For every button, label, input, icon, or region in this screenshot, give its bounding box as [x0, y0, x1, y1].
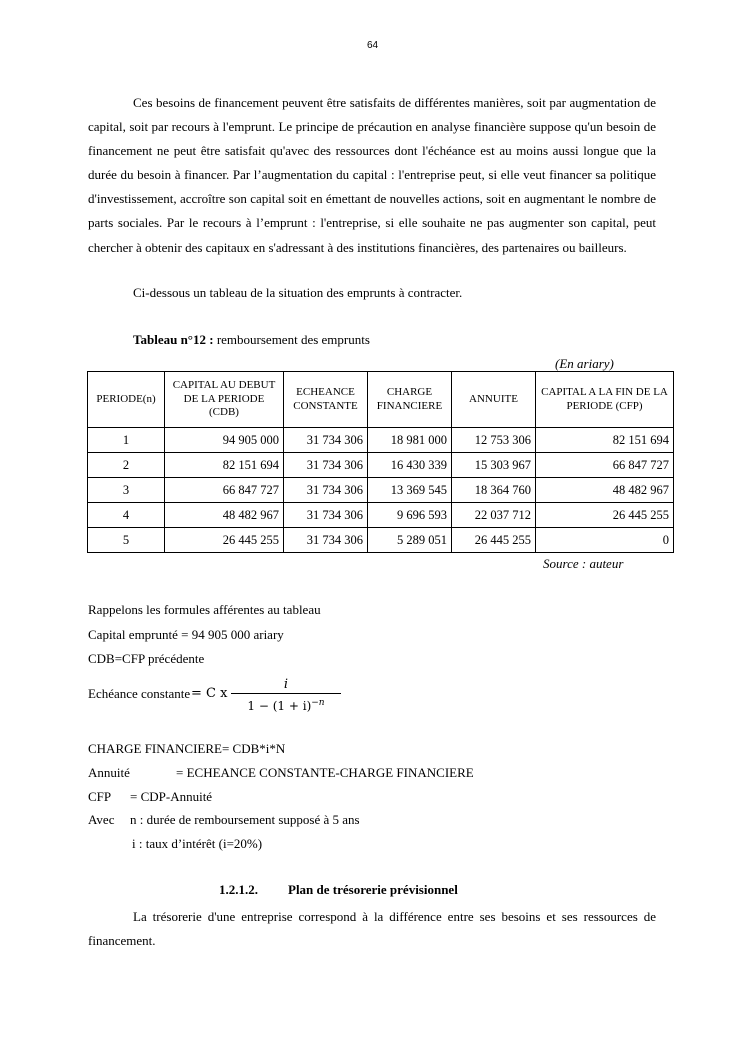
echeance-label: Echéance constante [88, 686, 191, 701]
section-heading [219, 882, 458, 898]
cell-periode: 4 [88, 503, 165, 528]
table-caption-label: Tableau n°12 : [133, 332, 214, 347]
table-caption [133, 332, 370, 348]
avec-label: Avec [88, 812, 115, 827]
table-row [88, 453, 674, 478]
table-row [88, 528, 674, 553]
cell-cdb: 66 847 727 [165, 478, 284, 503]
header-periode: PERIODE(n) [88, 372, 165, 428]
section-number: 1.2.1.2. [219, 882, 258, 897]
capital-formula: Capital emprunté = 94 905 000 ariary [88, 627, 284, 642]
cell-periode: 1 [88, 428, 165, 453]
cell-echeance: 31 734 306 [284, 453, 368, 478]
i-definition: i : taux d’intérêt (i=20%) [132, 836, 263, 851]
cell-echeance: 31 734 306 [284, 428, 368, 453]
cell-charge: 9 696 593 [368, 503, 452, 528]
header-annuite: ANNUITE [452, 372, 536, 428]
cell-cfp: 0 [536, 528, 674, 553]
unit-note: (En ariary) [555, 356, 614, 371]
header-charge: CHARGE FINANCIERE [368, 372, 452, 428]
header-cdb: CAPITAL AU DEBUT DE LA PERIODE (CDB) [165, 372, 284, 428]
section-title: Plan de trésorerie prévisionnel [288, 882, 458, 897]
cell-charge: 18 981 000 [368, 428, 452, 453]
treasury-paragraph-text: La trésorerie d'une entreprise correspond à la différence entre ses besoins et ses ressources de financement. [88, 909, 656, 949]
cell-charge: 16 430 339 [368, 453, 452, 478]
cell-annuite: 12 753 306 [452, 428, 536, 453]
annuite-formula: = ECHEANCE CONSTANTE-CHARGE FINANCIERE [176, 765, 474, 780]
fraction-bar [231, 693, 341, 694]
cell-cfp: 26 445 255 [536, 503, 674, 528]
financing-paragraph-text: Ces besoins de financement peuvent être satisfaits de différentes manières, soit par augmentation de capital, soit par recours à l'emprunt. Le principe de précaution en analyse financière suppose qu'un besoin de financement ne peut être satisfait qu'avec des ressources dont l'échéance est au moins aussi longue que la durée du besoin à financer. Par l’augmentation du capital : l'entreprise peut, si elle veut financer sa politique d'investissement, accroître son capital soit en émettant de nouvelles actions, soit en augmentant le nombre de parts sociales. Par le recours à l’emprunt : l'entreprise, si elle souhaite ne pas augmenter son capital, peut chercher à obtenir des capitaux en s'adressant à des institutions financières, des partenaires ou bailleurs. [88, 95, 656, 255]
fraction-numerator: i [283, 677, 289, 692]
fraction-exponent: −n [311, 698, 325, 708]
cell-annuite: 18 364 760 [452, 478, 536, 503]
cell-cfp: 48 482 967 [536, 478, 674, 503]
cell-echeance: 31 734 306 [284, 528, 368, 553]
table-intro: Ci-dessous un tableau de la situation des emprunts à contracter. [133, 285, 463, 300]
table-row [88, 478, 674, 503]
cell-cdb: 94 905 000 [165, 428, 284, 453]
cell-charge: 13 369 545 [368, 478, 452, 503]
cell-periode: 3 [88, 478, 165, 503]
cell-cfp: 66 847 727 [536, 453, 674, 478]
cell-charge: 5 289 051 [368, 528, 452, 553]
cdb-formula: CDB=CFP précédente [88, 651, 205, 666]
echeance-lhs: = C x [191, 686, 228, 701]
page-number: 64 [366, 40, 379, 51]
fraction-denominator-base: 1 − (1 + i) [247, 699, 312, 713]
cell-annuite: 22 037 712 [452, 503, 536, 528]
financing-paragraph [88, 91, 656, 260]
cell-annuite: 15 303 967 [452, 453, 536, 478]
cell-cdb: 82 151 694 [165, 453, 284, 478]
header-echeance: ECHEANCE CONSTANTE [284, 372, 368, 428]
treasury-paragraph [88, 905, 656, 953]
table-header-row [88, 372, 674, 428]
cell-cfp: 82 151 694 [536, 428, 674, 453]
cell-cdb: 26 445 255 [165, 528, 284, 553]
loan-repayment-table [87, 371, 674, 553]
charge-formula: CHARGE FINANCIERE= CDB*i*N [88, 741, 286, 756]
cell-echeance: 31 734 306 [284, 503, 368, 528]
cell-periode: 5 [88, 528, 165, 553]
cfp-formula: = CDP-Annuité [130, 789, 213, 804]
table-row [88, 503, 674, 528]
cell-echeance: 31 734 306 [284, 478, 368, 503]
header-cfp: CAPITAL A LA FIN DE LA PERIODE (CFP) [536, 372, 674, 428]
cell-annuite: 26 445 255 [452, 528, 536, 553]
fraction-denominator [231, 696, 341, 714]
table-row [88, 428, 674, 453]
formulas-title: Rappelons les formules afférentes au tableau [88, 602, 321, 617]
cfp-label: CFP [88, 789, 112, 804]
table-caption-text: remboursement des emprunts [213, 332, 370, 347]
n-definition: n : durée de remboursement supposé à 5 ans [130, 812, 360, 827]
source-note: Source : auteur [543, 556, 624, 571]
echeance-fraction [231, 677, 341, 714]
cell-periode: 2 [88, 453, 165, 478]
cell-cdb: 48 482 967 [165, 503, 284, 528]
annuite-label: Annuité [88, 765, 130, 780]
